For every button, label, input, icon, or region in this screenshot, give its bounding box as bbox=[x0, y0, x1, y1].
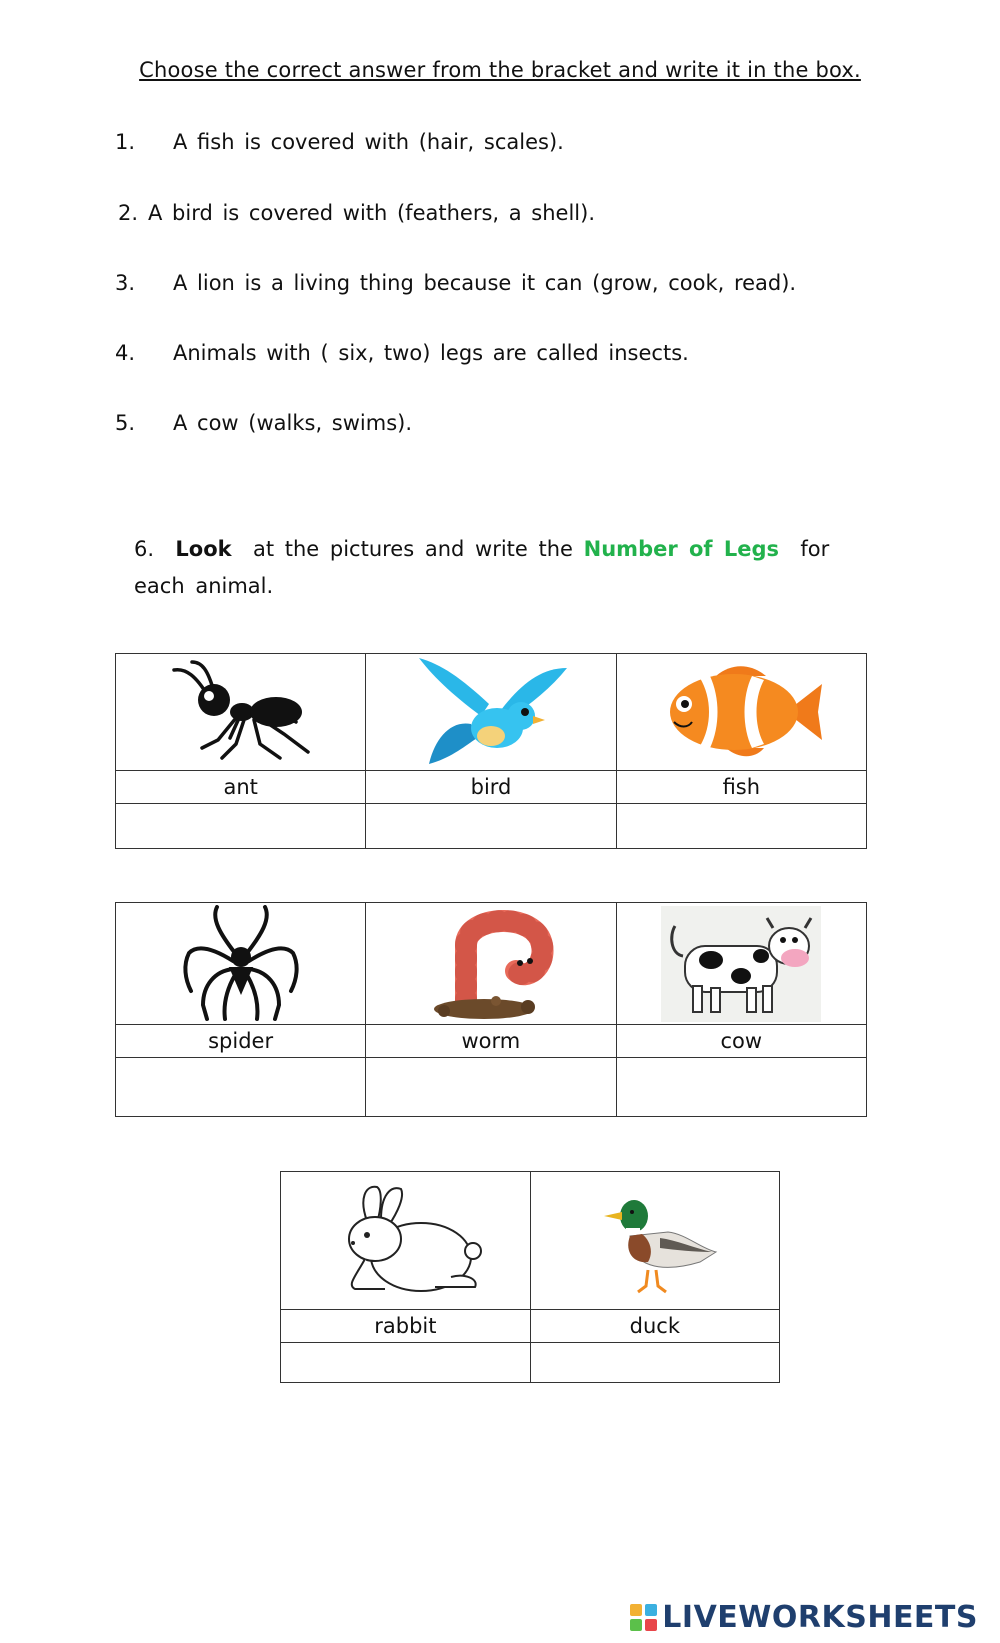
question-5-number: 5. bbox=[115, 411, 136, 435]
question-6-text-before: at the pictures and write the bbox=[252, 537, 573, 561]
worm-picture-cell bbox=[366, 903, 616, 1025]
rabbit-legs-input[interactable] bbox=[281, 1350, 530, 1376]
liveworksheets-brand: LIVEWORKSHEETS bbox=[662, 1600, 978, 1635]
question-2 bbox=[118, 201, 595, 225]
question-6-highlight: Number of Legs bbox=[583, 537, 780, 561]
duck-picture-cell bbox=[530, 1172, 779, 1310]
rabbit-label: rabbit bbox=[281, 1310, 531, 1343]
fish-answer-cell bbox=[616, 804, 866, 849]
ant-answer-cell bbox=[116, 804, 366, 849]
cow-legs-input[interactable] bbox=[617, 1074, 866, 1100]
rabbit-answer-cell bbox=[281, 1343, 531, 1383]
spider-picture-cell bbox=[116, 903, 366, 1025]
animals-table-2 bbox=[115, 902, 867, 1117]
instruction-heading: Choose the correct answer from the bracket and write it in the box. bbox=[139, 58, 861, 82]
question-2-number: 2. bbox=[118, 201, 139, 225]
spider-legs-input[interactable] bbox=[116, 1074, 365, 1100]
question-3-number: 3. bbox=[115, 271, 136, 295]
liveworksheets-logo-icon bbox=[630, 1604, 658, 1632]
question-3-text: A lion is a living thing because it can (grow, cook, read). bbox=[173, 271, 797, 295]
question-4-text: Animals with ( six, two) legs are called insects. bbox=[173, 341, 689, 365]
bird-answer-cell bbox=[366, 804, 616, 849]
fish-label: fish bbox=[616, 771, 866, 804]
question-1-number: 1. bbox=[115, 130, 136, 154]
fish-picture-cell bbox=[616, 654, 866, 771]
cow-picture-cell bbox=[616, 903, 866, 1025]
worm-label: worm bbox=[366, 1025, 616, 1058]
ant-picture-cell bbox=[116, 654, 366, 771]
bird-label: bird bbox=[366, 771, 616, 804]
bird-icon bbox=[411, 654, 571, 770]
question-6-text-after: for each animal. bbox=[134, 537, 830, 598]
question-6-bold-word: Look bbox=[175, 537, 232, 561]
rabbit-picture-cell bbox=[281, 1172, 531, 1310]
spider-icon bbox=[181, 905, 301, 1023]
duck-label: duck bbox=[530, 1310, 779, 1343]
animals-table-1 bbox=[115, 653, 867, 849]
question-4-number: 4. bbox=[115, 341, 136, 365]
liveworksheets-footer bbox=[630, 1600, 978, 1635]
question-4 bbox=[115, 341, 689, 365]
ant-label: ant bbox=[116, 771, 366, 804]
worm-answer-cell bbox=[366, 1058, 616, 1117]
question-5-text: A cow (walks, swims). bbox=[173, 411, 413, 435]
question-1 bbox=[115, 130, 564, 154]
fish-icon bbox=[656, 662, 826, 762]
ant-legs-input[interactable] bbox=[116, 813, 365, 839]
cow-answer-cell bbox=[616, 1058, 866, 1117]
duck-legs-input[interactable] bbox=[531, 1350, 779, 1376]
worm-legs-input[interactable] bbox=[366, 1074, 615, 1100]
bird-picture-cell bbox=[366, 654, 616, 771]
question-6-number: 6. bbox=[134, 537, 155, 561]
bird-legs-input[interactable] bbox=[366, 813, 615, 839]
ant-icon bbox=[156, 656, 326, 768]
question-1-text: A fish is covered with (hair, scales). bbox=[173, 130, 564, 154]
spider-label: spider bbox=[116, 1025, 366, 1058]
duck-answer-cell bbox=[530, 1343, 779, 1383]
question-2-text: A bird is covered with (feathers, a shell). bbox=[148, 201, 596, 225]
spider-answer-cell bbox=[116, 1058, 366, 1117]
question-6 bbox=[134, 531, 874, 605]
worm-icon bbox=[426, 905, 556, 1023]
question-5 bbox=[115, 411, 412, 435]
cow-icon bbox=[661, 906, 821, 1022]
fish-legs-input[interactable] bbox=[617, 813, 866, 839]
cow-label: cow bbox=[616, 1025, 866, 1058]
animals-table-3 bbox=[280, 1171, 780, 1383]
question-3 bbox=[115, 271, 796, 295]
duck-icon bbox=[590, 1182, 720, 1300]
rabbit-icon bbox=[325, 1181, 485, 1301]
